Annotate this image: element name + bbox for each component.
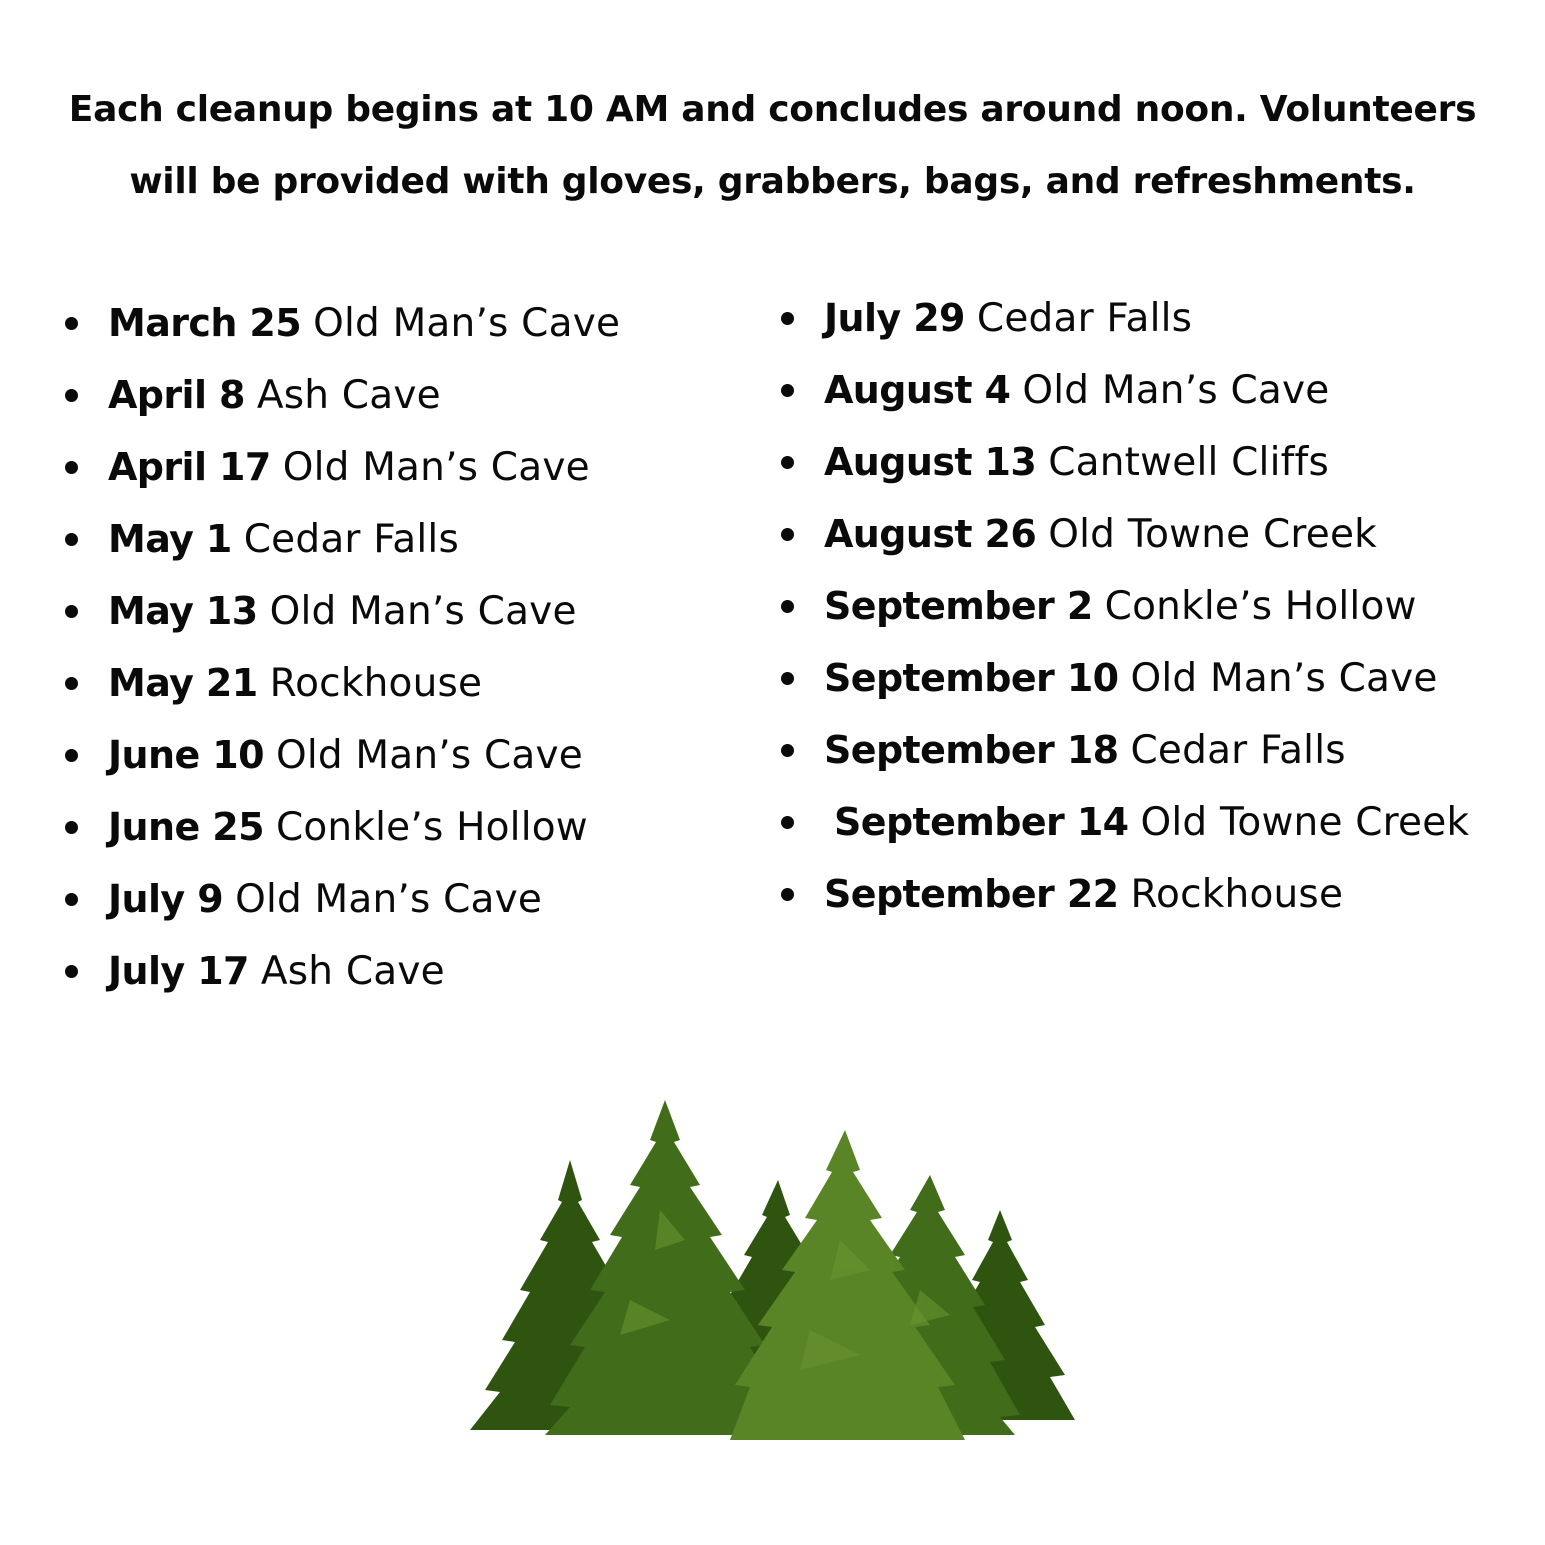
event-date: September 10 <box>824 656 1119 700</box>
event-date: July 9 <box>108 877 224 921</box>
list-item <box>60 359 620 431</box>
event-location: Cedar Falls <box>243 517 459 562</box>
event-location: Old Man’s Cave <box>275 733 584 778</box>
event-date: May 21 <box>108 661 258 705</box>
list-item <box>776 282 1469 354</box>
list-item <box>776 714 1469 786</box>
list-item <box>776 858 1469 930</box>
bullet-icon <box>781 456 794 469</box>
event-date: August 4 <box>824 368 1011 412</box>
event-location: Cedar Falls <box>1130 728 1346 773</box>
event-location: Old Man’s Cave <box>1022 368 1330 413</box>
bullet-icon <box>65 317 78 330</box>
list-item <box>776 570 1469 642</box>
bullet-icon <box>65 893 78 906</box>
event-date: September 14 <box>834 800 1129 844</box>
bullet-icon <box>65 749 78 762</box>
event-location: Cantwell Cliffs <box>1048 440 1329 485</box>
event-date: May 13 <box>108 589 258 633</box>
event-location: Conkle’s Hollow <box>1104 584 1417 629</box>
list-item <box>776 354 1469 426</box>
event-date: August 13 <box>824 440 1037 484</box>
list-item <box>60 791 620 863</box>
event-location: Ash Cave <box>256 373 441 418</box>
intro-line-1: Each cleanup begins at 10 AM and concludes around noon. Volunteers <box>68 89 1477 130</box>
event-location: Old Man’s Cave <box>1130 656 1438 701</box>
bullet-icon <box>65 533 78 546</box>
intro-line-2: will be provided with gloves, grabbers, bags, and refreshments. <box>129 161 1416 202</box>
event-date: June 10 <box>108 733 264 777</box>
list-item <box>776 786 1469 858</box>
event-location: Old Towne Creek <box>1140 800 1470 845</box>
bullet-icon <box>781 312 794 325</box>
bullet-icon <box>781 528 794 541</box>
bullet-icon <box>65 677 78 690</box>
list-item <box>60 647 620 719</box>
bullet-icon <box>781 816 794 829</box>
list-item <box>60 863 620 935</box>
event-location: Conkle’s Hollow <box>275 805 588 850</box>
event-date: September 22 <box>824 872 1119 916</box>
event-date: April 8 <box>108 373 245 417</box>
event-date: September 18 <box>824 728 1119 772</box>
schedule-list-right <box>776 282 1469 930</box>
bullet-icon <box>65 389 78 402</box>
event-location: Old Man’s Cave <box>235 877 543 922</box>
bullet-icon <box>781 744 794 757</box>
list-item <box>60 575 620 647</box>
bullet-icon <box>65 461 78 474</box>
bullet-icon <box>781 672 794 685</box>
event-date: September 2 <box>824 584 1093 628</box>
bullet-icon <box>781 888 794 901</box>
event-date: May 1 <box>108 517 232 561</box>
event-location: Old Man’s Cave <box>269 589 577 634</box>
list-item <box>60 935 620 1007</box>
event-location: Old Man’s Cave <box>282 445 590 490</box>
list-item <box>776 498 1469 570</box>
event-location: Rockhouse <box>269 661 483 706</box>
event-date: August 26 <box>824 512 1037 556</box>
bullet-icon <box>781 600 794 613</box>
event-date: July 17 <box>108 949 249 993</box>
event-location: Cedar Falls <box>976 296 1193 341</box>
event-date: July 29 <box>824 296 965 340</box>
list-item <box>776 426 1469 498</box>
event-date: April 17 <box>108 445 271 489</box>
bullet-icon <box>65 605 78 618</box>
pine-trees-illustration <box>460 1090 1085 1460</box>
event-location: Old Towne Creek <box>1048 512 1377 557</box>
event-date: June 25 <box>108 805 264 849</box>
event-location: Ash Cave <box>260 949 445 994</box>
list-item <box>776 642 1469 714</box>
intro-text <box>20 74 1525 218</box>
bullet-icon <box>65 821 78 834</box>
bullet-icon <box>65 965 78 978</box>
schedule-list-left <box>60 287 620 1007</box>
list-item <box>60 431 620 503</box>
event-location: Old Man’s Cave <box>313 301 621 346</box>
list-item <box>60 719 620 791</box>
list-item <box>60 287 620 359</box>
list-item <box>60 503 620 575</box>
event-location: Rockhouse <box>1130 872 1344 917</box>
bullet-icon <box>781 384 794 397</box>
event-date: March 25 <box>108 301 302 345</box>
